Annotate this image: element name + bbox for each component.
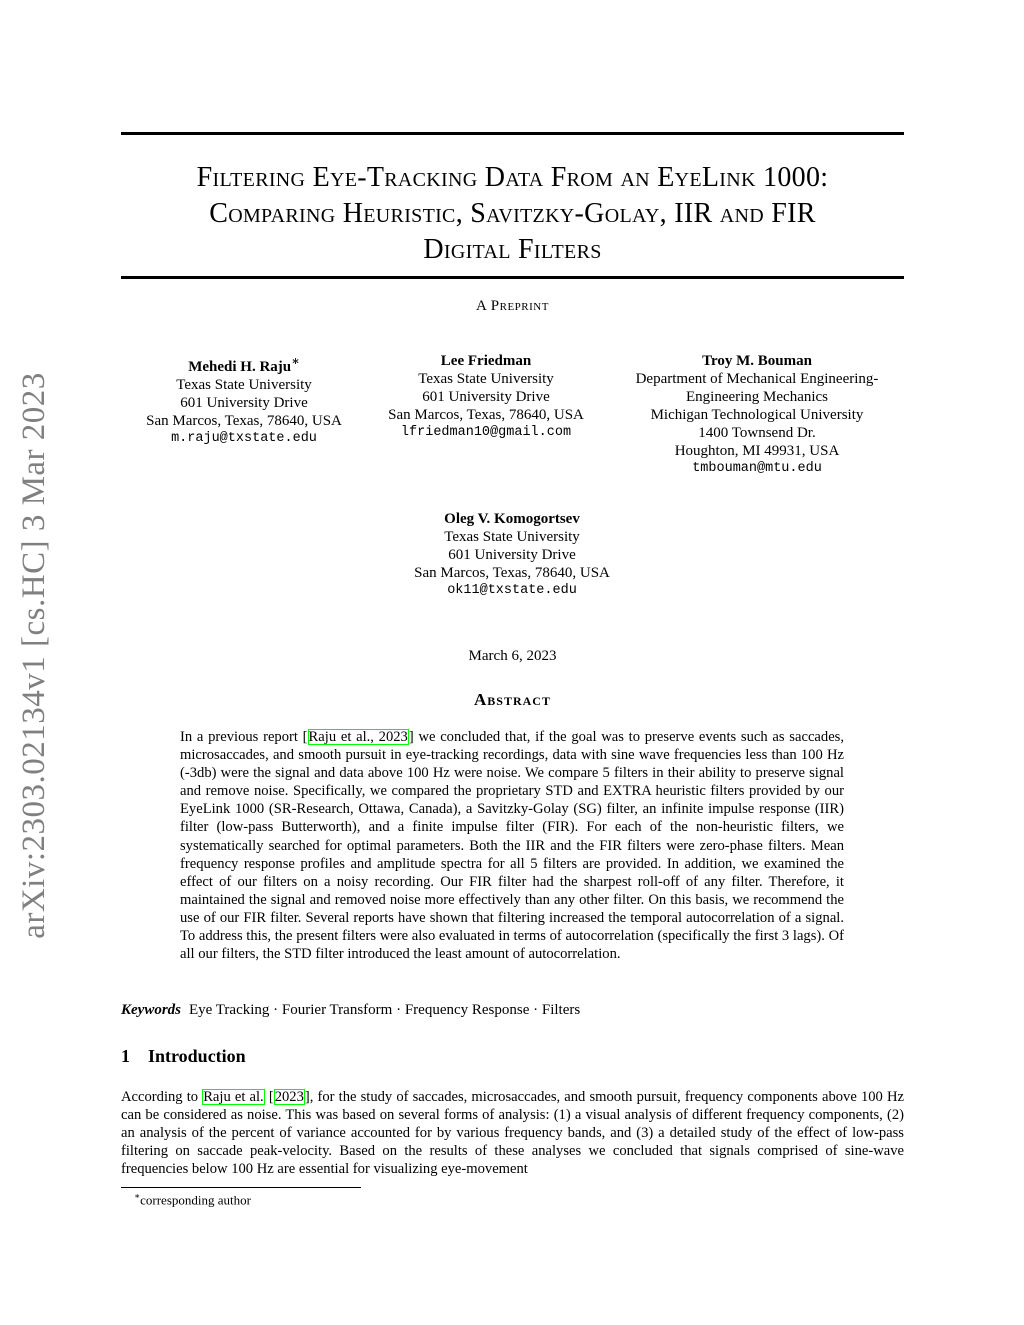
- title-line-3: Digital Filters: [423, 234, 602, 265]
- footnote-marker: ∗: [134, 1191, 141, 1201]
- footnote-text: corresponding author: [140, 1192, 251, 1208]
- author-affiliation-line: Michigan Technological University: [650, 407, 864, 423]
- author-affiliation-line: Texas State University: [444, 529, 580, 545]
- author-block-bouman: [624, 352, 890, 478]
- author-name: Mehedi H. Raju∗: [188, 354, 300, 375]
- footnote: [134, 1191, 251, 1208]
- abstract-body: In a previous report [Raju et al., 2023] we concluded that, if the goal was to preserve events such as saccades, microsaccades, and smooth pursuit in eye-tracking recordings, data with sine wave frequencies less than 100 Hz (-3db) were the signal and data above 100 Hz were noise. We compare 5 filters in their ability to preserve signal and remove noise. Specifically, we compared the proprietary STD and EXTRA heuristic filters provided by our EyeLink 1000 (SR-Research, Ottawa, Canada), a Savitzky-Golay (SG) filter, an infinite impulse response (IIR) filter (low-pass Butterworth), and a finite impulse filter (FIR). For each of the non-heuristic filters, we systematically searched for optimal parameters. Both the IIR and the FIR filters were zero-phase filters. Mean frequency response profiles and amplitude spectra for all 5 filters are provided. In addition, we examined the effect of our filters on a noisy recording. Our FIR filter had the sharpest roll-off of any filter. Therefore, it maintained the signal and removed noise more effectively than any other filter. On this basis, we recommend the use of our FIR filter. Several reports have shown that filtering increased the temporal autocorrelation of a signal. To address this, the present filters were also evaluated in terms of autocorrelation (specifically the first 3 lags). Of all our filters, the STD filter introduced the least amount of autocorrelation.: [180, 729, 844, 963]
- abstract-heading: Abstract: [474, 690, 551, 709]
- author-email[interactable]: lfriedman10@gmail.com: [400, 425, 572, 440]
- author-affiliation-line: Texas State University: [418, 371, 554, 387]
- corresponding-author-marker[interactable]: ∗: [291, 354, 300, 368]
- author-block-friedman: [356, 352, 616, 442]
- author-name: Troy M. Bouman: [702, 353, 812, 369]
- keywords-text: Eye Tracking · Fourier Transform · Frequency Response · Filters: [189, 1002, 581, 1018]
- author-affiliation-line: Engineering Mechanics: [685, 389, 829, 405]
- author-affiliation-line: San Marcos, Texas, 78640, USA: [414, 565, 610, 581]
- citation-year-link[interactable]: 2023: [274, 1089, 304, 1105]
- arxiv-identifier-stamp: [14, 355, 54, 955]
- preprint-label: A Preprint: [476, 298, 549, 314]
- title-top-rule: [121, 132, 904, 135]
- keywords-line: [121, 1002, 904, 1019]
- author-affiliation-line: Texas State University: [176, 377, 312, 393]
- author-affiliation-line: Houghton, MI 49931, USA: [674, 443, 840, 459]
- section-heading-introduction: [121, 1046, 246, 1067]
- author-name: Lee Friedman: [440, 353, 532, 369]
- arxiv-identifier-text: arXiv:2303.02134v1 [cs.HC] 3 Mar 2023: [15, 371, 52, 939]
- author-email[interactable]: m.raju@txstate.edu: [171, 431, 317, 446]
- title-line-1: Filtering Eye-Tracking Data From an EyeLink 1000:: [196, 162, 829, 193]
- author-affiliation-line: 601 University Drive: [180, 395, 308, 411]
- author-affiliation-line: 601 University Drive: [448, 547, 576, 563]
- author-email[interactable]: ok11@txstate.edu: [447, 583, 577, 598]
- author-block-komogortsev: [382, 510, 642, 600]
- author-affiliation-line: San Marcos, Texas, 78640, USA: [146, 413, 342, 429]
- author-affiliation-line: San Marcos, Texas, 78640, USA: [388, 407, 584, 423]
- citation-link[interactable]: Raju et al., 2023: [308, 729, 408, 745]
- author-block-raju: [114, 352, 374, 448]
- introduction-paragraph: According to Raju et al. [2023], for the study of saccades, microsaccades, and smooth pursuit, frequency components above 100 Hz can be considered as noise. This was based on several forms of analysis: (1) a visual analysis of different frequency components, (2) an analysis of the percent of variance accounted for by various frequency bands, and (3) a detailed study of the effect of low-pass filtering on saccade peak-velocity. Based on the results of these analyses we concluded that signals comprised of sine-wave frequencies below 100 Hz are essential for visualizing eye-movement: [121, 1089, 904, 1178]
- author-affiliation-line: 601 University Drive: [422, 389, 550, 405]
- section-number: 1: [121, 1046, 130, 1066]
- title-line-2: Comparing Heuristic, Savitzky-Golay, IIR and FIR: [209, 198, 816, 229]
- citation-link[interactable]: Raju et al.: [203, 1089, 264, 1105]
- title-bottom-rule: [121, 276, 904, 279]
- author-affiliation-line: 1400 Townsend Dr.: [698, 425, 816, 441]
- section-title: Introduction: [148, 1046, 246, 1066]
- publication-date: March 6, 2023: [468, 648, 557, 664]
- paper-title: [121, 160, 904, 268]
- footnote-rule: [121, 1187, 361, 1188]
- author-email[interactable]: tmbouman@mtu.edu: [692, 461, 822, 476]
- keywords-label: Keywords: [121, 1002, 181, 1018]
- author-name: Oleg V. Komogortsev: [444, 511, 580, 527]
- author-affiliation-line: Department of Mechanical Engineering-: [635, 371, 879, 387]
